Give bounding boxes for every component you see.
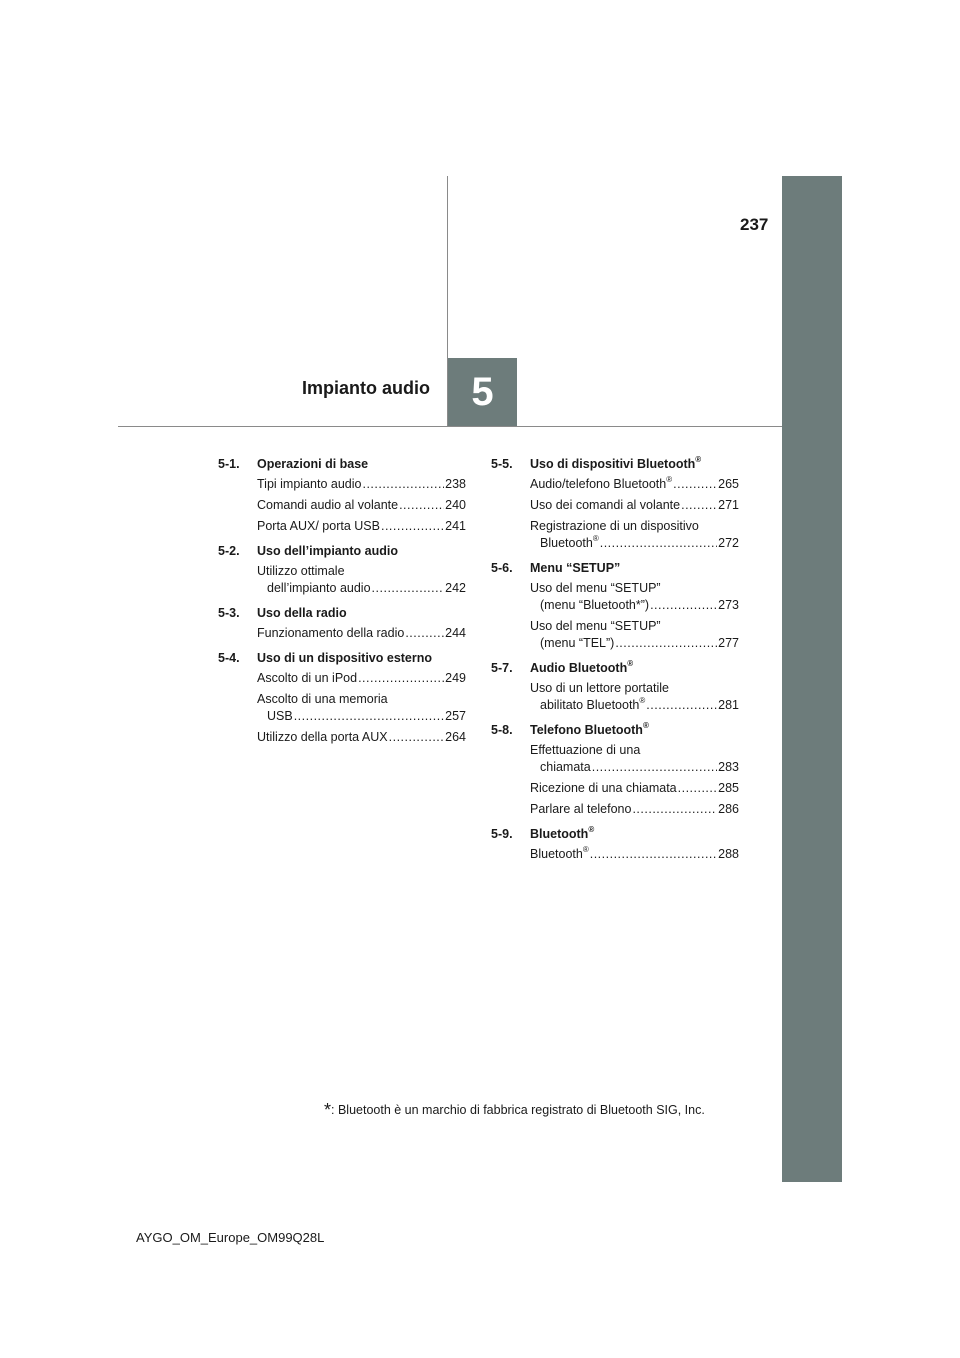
dot-leader (362, 476, 444, 493)
toc-section (218, 604, 466, 642)
registered-mark: ® (642, 720, 649, 730)
entry-title (530, 597, 649, 614)
entry-text: chiamata (540, 760, 591, 774)
entry-line: Effettuazione di una (530, 743, 641, 757)
entry-page: 249 (445, 671, 466, 685)
entry-page: 240 (445, 498, 466, 512)
toc-entry[interactable] (257, 729, 466, 746)
dot-leader (600, 535, 717, 552)
section-title: Uso di dispositivi Bluetooth (530, 457, 696, 471)
entry-text: Funzionamento della radio (257, 626, 405, 640)
dot-leader (650, 597, 717, 614)
entry-title (257, 580, 371, 597)
entry-row (530, 759, 739, 776)
entry-title (257, 729, 388, 746)
section-heading (218, 604, 466, 622)
entry-text: Utilizzo della porta AUX (257, 730, 388, 744)
dot-leader (615, 635, 717, 652)
entry-row (530, 497, 739, 514)
dot-leader (399, 497, 444, 514)
entry-text: Bluetooth (540, 536, 593, 550)
section-number: 5-6. (491, 561, 513, 575)
toc-section (491, 559, 739, 652)
section-title-wrap (530, 455, 739, 473)
horizontal-divider (118, 426, 782, 427)
section-heading (218, 455, 466, 473)
toc-section (491, 659, 739, 714)
entry-text: Uso dei comandi al volante (530, 498, 681, 512)
entry-page: 285 (718, 781, 739, 795)
section-heading (491, 825, 739, 843)
entry-page: 264 (445, 730, 466, 744)
entry-page: 283 (718, 760, 739, 774)
chapter-title: Impianto audio (302, 378, 430, 398)
toc-entry[interactable] (530, 680, 739, 714)
section-title: Operazioni di base (257, 457, 369, 471)
entry-title (530, 759, 591, 776)
entry-row (530, 535, 739, 552)
section-title-wrap (530, 659, 739, 677)
entry-row (257, 580, 466, 597)
section-title: Uso di un dispositivo esterno (257, 651, 433, 665)
entry-page: 244 (445, 626, 466, 640)
section-heading (491, 455, 739, 473)
toc-left-column (218, 455, 466, 753)
dot-leader (389, 729, 445, 746)
dot-leader (681, 497, 717, 514)
registered-mark: ® (666, 474, 673, 484)
section-heading (218, 649, 466, 667)
entry-row (530, 635, 739, 652)
entry-row (257, 670, 466, 687)
section-number: 5-5. (491, 457, 513, 471)
entry-text: (menu “TEL”) (540, 636, 615, 650)
toc-section (491, 455, 739, 552)
entry-row (257, 497, 466, 514)
page-number: 237 (740, 215, 769, 234)
entry-row (530, 780, 739, 797)
section-title-wrap (530, 825, 739, 843)
toc-entry[interactable] (530, 846, 739, 863)
section-title: Bluetooth (530, 827, 589, 841)
toc-right-column (491, 455, 739, 870)
entry-row (257, 476, 466, 493)
entry-row (257, 625, 466, 642)
entry-line: Uso di un lettore portatile (530, 681, 669, 695)
entry-title (257, 708, 293, 725)
toc-entry[interactable] (530, 518, 739, 552)
dot-leader (405, 625, 444, 642)
entry-row (257, 729, 466, 746)
entry-title (530, 780, 677, 797)
registered-mark: ® (592, 533, 599, 543)
section-number: 5-4. (218, 651, 240, 665)
registered-mark: ® (627, 658, 634, 668)
dot-leader (294, 708, 444, 725)
section-title: Audio Bluetooth (530, 661, 628, 675)
document-id: AYGO_OM_Europe_OM99Q28L (136, 1230, 325, 1245)
toc-section (218, 649, 466, 746)
toc-entry[interactable] (257, 497, 466, 514)
entry-text: USB (267, 709, 293, 723)
entry-title (530, 801, 631, 818)
section-heading (491, 721, 739, 739)
entry-text: Porta AUX/ porta USB (257, 519, 380, 533)
section-title: Uso della radio (257, 606, 347, 620)
chapter-side-tab (782, 176, 842, 1182)
registered-mark: ® (588, 824, 595, 834)
entry-text: Audio/telefono Bluetooth (530, 477, 667, 491)
entry-row (257, 518, 466, 535)
entry-row (530, 801, 739, 818)
entry-page: 238 (445, 477, 466, 491)
section-number: 5-8. (491, 723, 513, 737)
entry-page: 272 (718, 536, 739, 550)
entry-page: 271 (718, 498, 739, 512)
entry-line: Uso del menu “SETUP” (530, 581, 661, 595)
section-number: 5-9. (491, 827, 513, 841)
toc-entry[interactable] (530, 780, 739, 797)
registered-mark: ® (695, 454, 702, 464)
entry-text: (menu “Bluetooth*”) (540, 598, 650, 612)
entry-title (257, 518, 380, 535)
entry-title (257, 670, 357, 687)
dot-leader (678, 780, 718, 797)
section-title-wrap (530, 721, 739, 739)
section-number: 5-7. (491, 661, 513, 675)
section-title-wrap (257, 604, 466, 622)
entry-page: 281 (718, 698, 739, 712)
entry-text: Comandi audio al volante (257, 498, 399, 512)
entry-row (530, 697, 739, 714)
entry-line: Ascolto di una memoria (257, 692, 388, 706)
toc-entry[interactable] (257, 691, 466, 725)
chapter-number: 5 (471, 369, 494, 414)
entry-title (257, 625, 404, 642)
entry-page: 257 (445, 709, 466, 723)
toc-entry[interactable] (257, 563, 466, 597)
entry-text: dell’impianto audio (267, 581, 371, 595)
entry-text: Parlare al telefono (530, 802, 632, 816)
toc-entry[interactable] (530, 742, 739, 776)
entry-page: 242 (445, 581, 466, 595)
dot-leader (381, 518, 444, 535)
section-number: 5-2. (218, 544, 240, 558)
entry-text: Ascolto di un iPod (257, 671, 358, 685)
footnote-text: : Bluetooth è un marchio di fabbrica registrato di Bluetooth SIG, Inc. (331, 1103, 705, 1117)
entry-text: Ricezione di una chiamata (530, 781, 677, 795)
section-title: Menu “SETUP” (530, 561, 621, 575)
section-number: 5-1. (218, 457, 240, 471)
entry-title (257, 476, 361, 493)
entry-title (530, 535, 599, 552)
entry-page: 277 (718, 636, 739, 650)
entry-row (530, 846, 739, 863)
toc-entry[interactable] (257, 625, 466, 642)
toc-section (491, 825, 739, 863)
section-title-wrap (257, 649, 466, 667)
entry-line: Uso del menu “SETUP” (530, 619, 661, 633)
section-title: Telefono Bluetooth (530, 723, 643, 737)
dot-leader (592, 759, 717, 776)
entry-page: 288 (718, 847, 739, 861)
dot-leader (673, 476, 717, 493)
entry-page: 265 (718, 477, 739, 491)
entry-page: 286 (718, 802, 739, 816)
section-title-wrap (257, 542, 466, 560)
section-number: 5-3. (218, 606, 240, 620)
toc-section (218, 455, 466, 535)
toc-entry[interactable] (530, 801, 739, 818)
entry-page: 241 (445, 519, 466, 533)
entry-line: Utilizzo ottimale (257, 564, 345, 578)
dot-leader (590, 846, 717, 863)
entry-row (257, 708, 466, 725)
toc-entry[interactable] (257, 476, 466, 493)
registered-mark: ® (639, 695, 646, 705)
entry-title (530, 476, 672, 493)
toc-entry[interactable] (257, 518, 466, 535)
toc-entry[interactable] (530, 580, 739, 614)
toc-section (491, 721, 739, 818)
entry-page: 273 (718, 598, 739, 612)
entry-text: Tipi impianto audio (257, 477, 362, 491)
section-title: Uso dell’impianto audio (257, 544, 398, 558)
toc-entry[interactable] (530, 476, 739, 493)
section-title-wrap (257, 455, 466, 473)
toc-entry[interactable] (530, 497, 739, 514)
entry-line: Registrazione di un dispositivo (530, 519, 699, 533)
section-heading (491, 659, 739, 677)
entry-title (530, 635, 614, 652)
toc-section (218, 542, 466, 597)
registered-mark: ® (582, 844, 589, 854)
dot-leader (632, 801, 717, 818)
section-heading (218, 542, 466, 560)
toc-entry[interactable] (257, 670, 466, 687)
toc-entry[interactable] (530, 618, 739, 652)
section-heading (491, 559, 739, 577)
entry-row (530, 476, 739, 493)
entry-text: Bluetooth (530, 847, 583, 861)
footnote (324, 1100, 705, 1121)
dot-leader (646, 697, 717, 714)
entry-row (530, 597, 739, 614)
section-title-wrap (530, 559, 739, 577)
entry-title (257, 497, 398, 514)
chapter-number-box (448, 358, 517, 426)
footnote-star: * (324, 1100, 332, 1120)
entry-text: abilitato Bluetooth (540, 698, 640, 712)
dot-leader (372, 580, 445, 597)
dot-leader (358, 670, 444, 687)
entry-title (530, 697, 645, 714)
entry-title (530, 846, 589, 863)
entry-title (530, 497, 680, 514)
